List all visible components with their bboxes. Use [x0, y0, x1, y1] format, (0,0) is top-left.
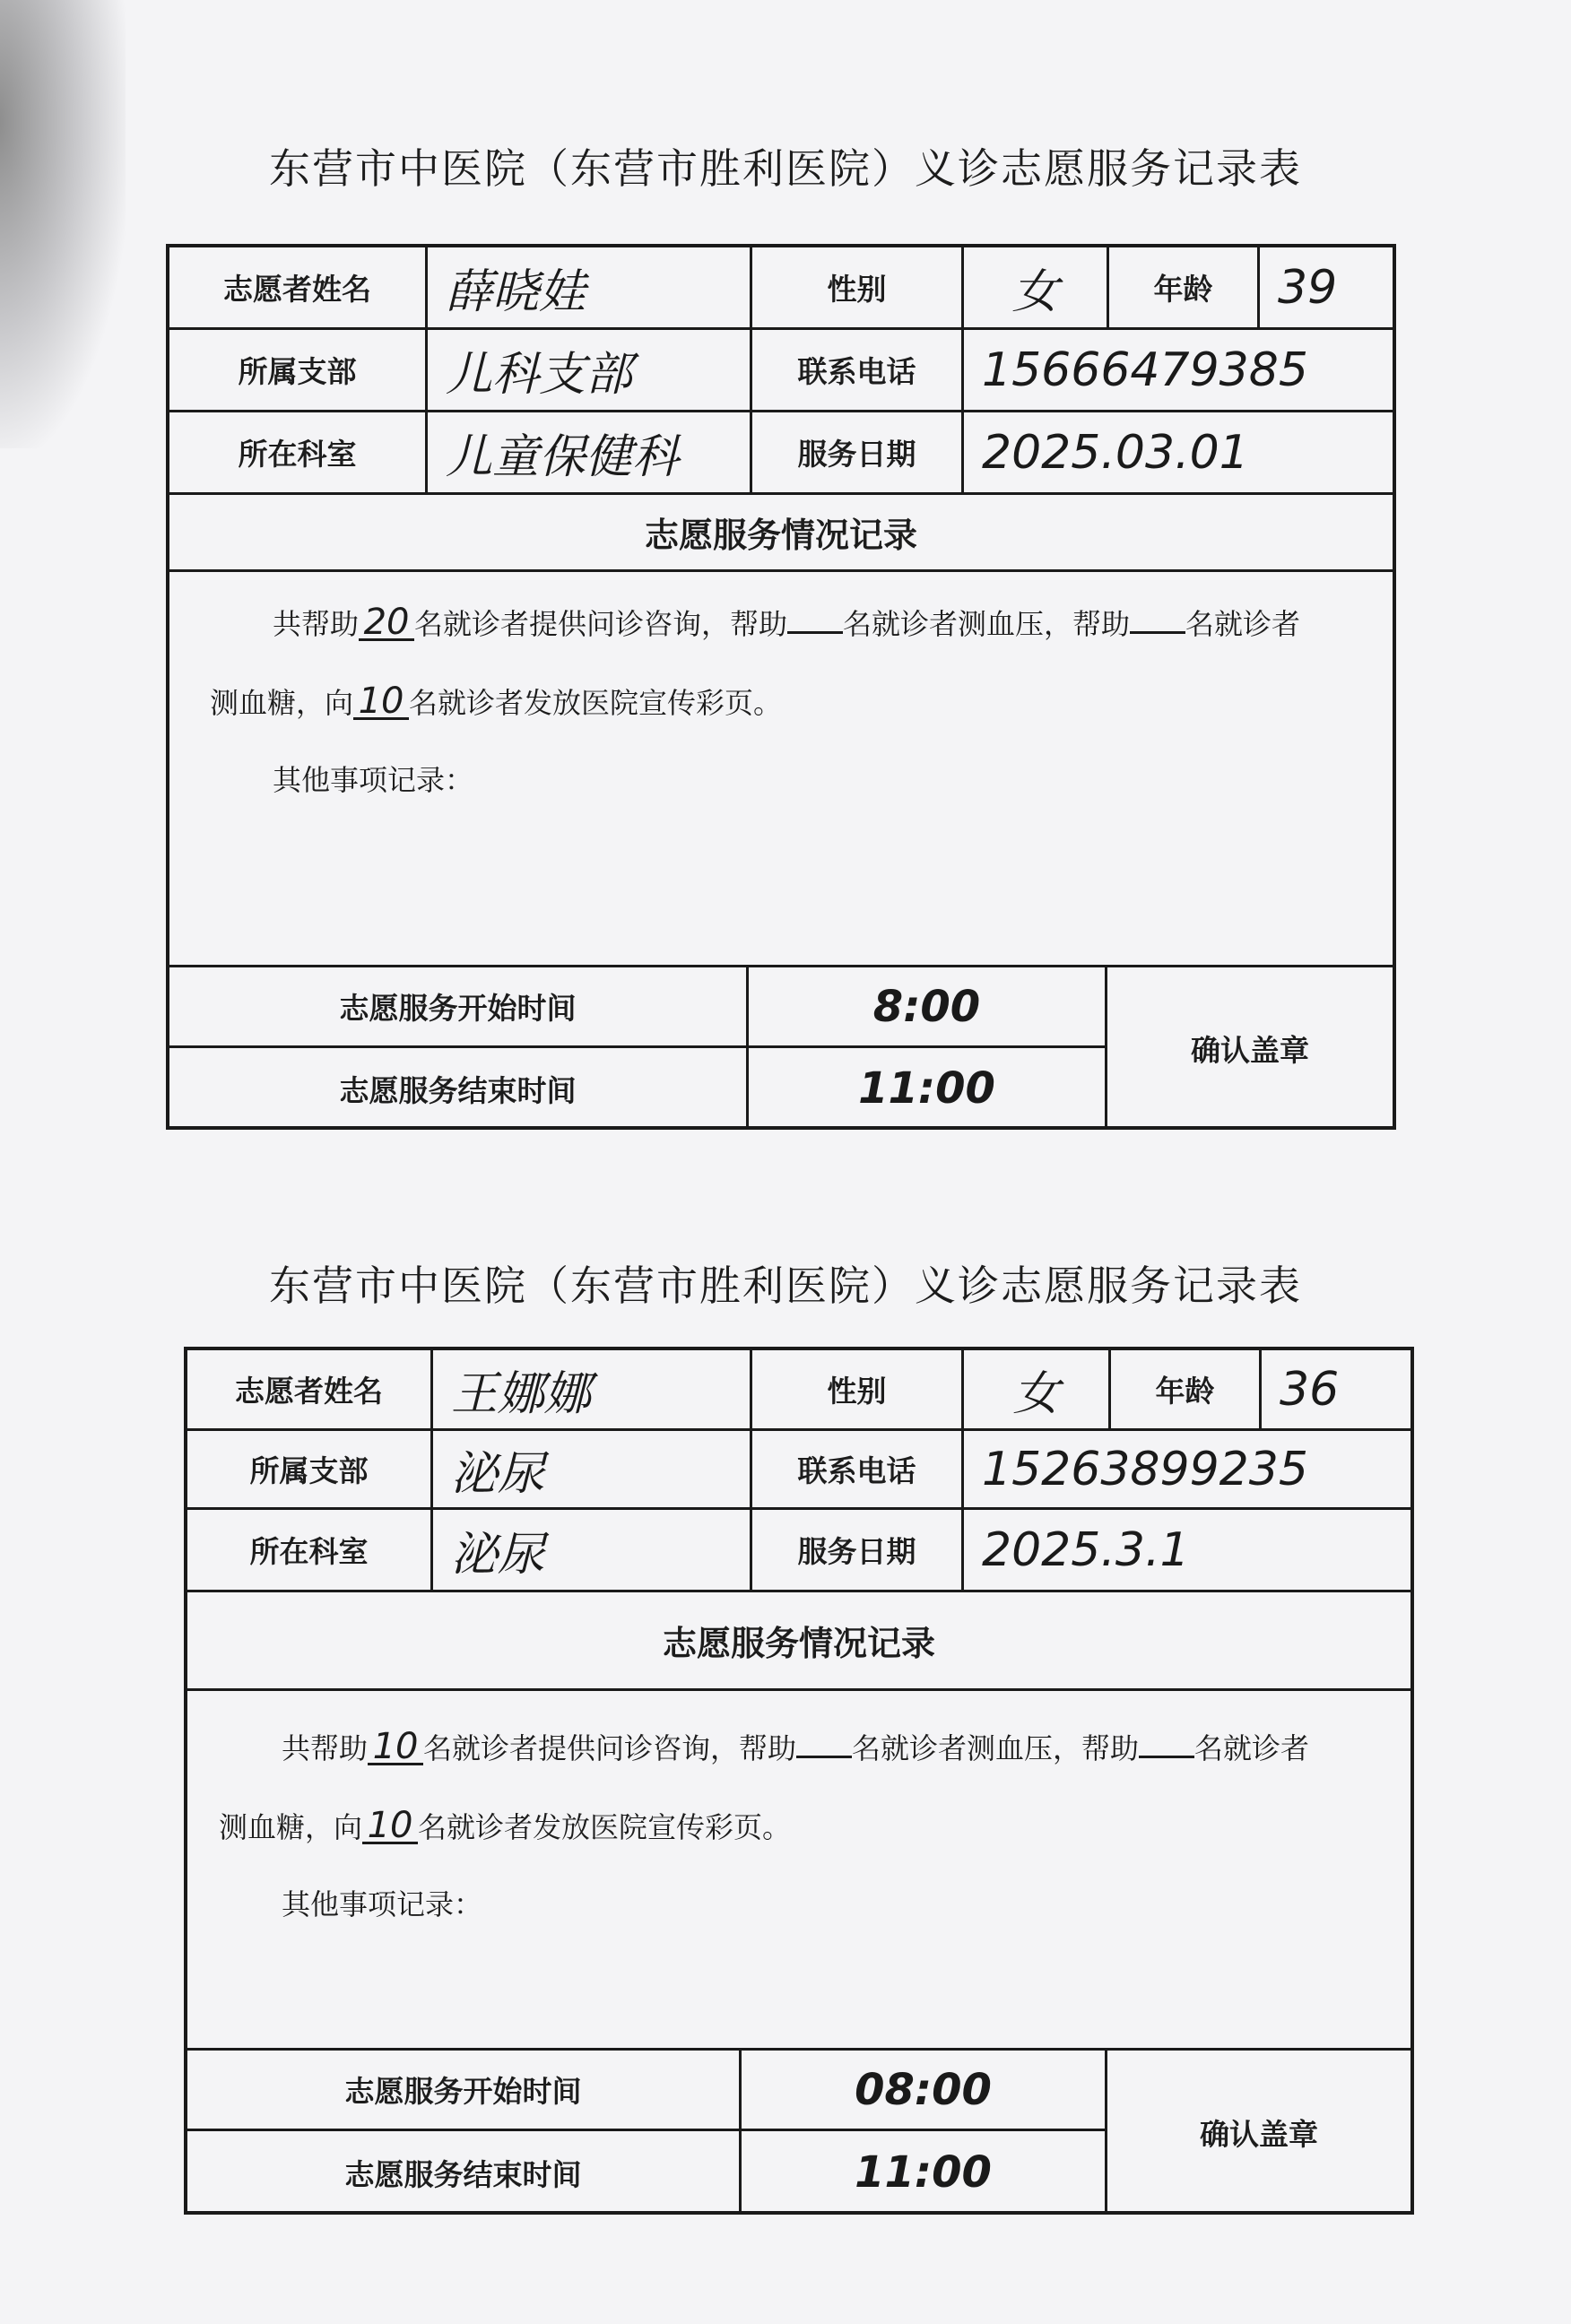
- page-edge-shadow: [0, 0, 126, 448]
- label-seal: 确认盖章: [1200, 2116, 1318, 2152]
- label-phone: 联系电话: [752, 1431, 964, 1507]
- label-start-time: 志愿服务开始时间: [187, 2051, 742, 2131]
- value-start-time: 08:00: [742, 2051, 1107, 2131]
- label-phone: 联系电话: [752, 330, 964, 410]
- record-line-1: [273, 604, 1300, 644]
- row-branch: [187, 1431, 1410, 1510]
- record-line-2: [219, 1805, 792, 1847]
- row-branch: [169, 330, 1393, 412]
- value-phone: 15666479385: [982, 343, 1308, 397]
- value-name: 王娜娜: [433, 1350, 752, 1428]
- record-text: 名就诊者提供问诊咨询，帮助: [414, 607, 788, 641]
- form-table: [184, 1347, 1414, 2215]
- record-line-2: [210, 683, 782, 723]
- time-block: [169, 965, 1393, 1129]
- record-text: 共帮助: [282, 1731, 369, 1765]
- record-text: 名就诊者发放医院宣传彩页。: [409, 686, 783, 720]
- label-date: 服务日期: [752, 1510, 964, 1590]
- form-table: [166, 244, 1396, 1130]
- label-department: 所在科室: [187, 1510, 433, 1590]
- record-text: 名就诊者: [1185, 607, 1301, 641]
- record-text: 名就诊者: [1194, 1731, 1310, 1765]
- label-branch: 所属支部: [169, 330, 428, 410]
- label-gender: 性别: [752, 247, 964, 327]
- value-department: 泌尿: [433, 1510, 752, 1590]
- section-title: 志愿服务情况记录: [169, 495, 1393, 572]
- row-department: [169, 412, 1393, 495]
- label-age: 年龄: [1111, 1350, 1262, 1428]
- label-end-time: 志愿服务结束时间: [169, 1048, 749, 1129]
- record-text: 共帮助: [273, 607, 360, 641]
- section-title: 志愿服务情况记录: [187, 1592, 1410, 1691]
- value-phone: 15263899235: [982, 1442, 1308, 1496]
- row-name: [187, 1350, 1410, 1431]
- bp-count: [796, 1756, 852, 1758]
- row-name: [169, 247, 1393, 330]
- record-text: 测血糖，向: [210, 686, 354, 720]
- label-branch: 所属支部: [187, 1431, 433, 1507]
- consult-count: 20: [359, 606, 414, 641]
- row-department: [187, 1510, 1410, 1592]
- record-line-1: [282, 1726, 1310, 1768]
- value-gender: 女: [964, 247, 1109, 327]
- label-gender: 性别: [752, 1350, 964, 1428]
- label-department: 所在科室: [169, 412, 428, 492]
- record-text: 名就诊者提供问诊咨询，帮助: [423, 1731, 797, 1765]
- bp-count: [787, 631, 843, 634]
- value-start-time: 8:00: [749, 967, 1107, 1048]
- value-branch: 儿科支部: [428, 330, 752, 410]
- value-department: 儿童保健科: [428, 412, 752, 492]
- leaflet-count: 10: [353, 685, 409, 720]
- value-gender: 女: [964, 1350, 1111, 1428]
- record-text: 名就诊者测血压，帮助: [843, 607, 1131, 641]
- time-block: [187, 2048, 1410, 2214]
- label-date: 服务日期: [752, 412, 964, 492]
- leaflet-count: 10: [362, 1809, 418, 1844]
- record-text: 测血糖，向: [219, 1810, 363, 1844]
- other-items-label: 其他事项记录：: [273, 763, 474, 797]
- label-name: 志愿者姓名: [187, 1350, 433, 1428]
- value-age: 36: [1280, 1362, 1340, 1417]
- record-text: 名就诊者测血压，帮助: [852, 1731, 1140, 1765]
- bg-count: [1139, 1756, 1194, 1758]
- value-name: 薛晓娃: [428, 247, 752, 327]
- record-text: 名就诊者发放医院宣传彩页。: [418, 1810, 792, 1844]
- value-age: 39: [1278, 260, 1338, 315]
- label-name: 志愿者姓名: [169, 247, 428, 327]
- label-age: 年龄: [1109, 247, 1260, 327]
- value-end-time: 11:00: [749, 1048, 1107, 1129]
- consult-count: 10: [368, 1730, 423, 1765]
- form-title: 东营市中医院（东营市胜利医院）义诊志愿服务记录表: [269, 1262, 1302, 1310]
- label-start-time: 志愿服务开始时间: [169, 967, 749, 1048]
- form-title: 东营市中医院（东营市胜利医院）义诊志愿服务记录表: [269, 144, 1302, 193]
- label-end-time: 志愿服务结束时间: [187, 2131, 742, 2214]
- value-date: 2025.3.1: [982, 1522, 1190, 1577]
- bg-count: [1130, 631, 1185, 634]
- value-branch: 泌尿: [433, 1431, 752, 1507]
- label-seal: 确认盖章: [1191, 1032, 1309, 1068]
- value-date: 2025.03.01: [982, 425, 1249, 480]
- value-end-time: 11:00: [742, 2131, 1107, 2214]
- other-items-label: 其他事项记录：: [282, 1887, 483, 1921]
